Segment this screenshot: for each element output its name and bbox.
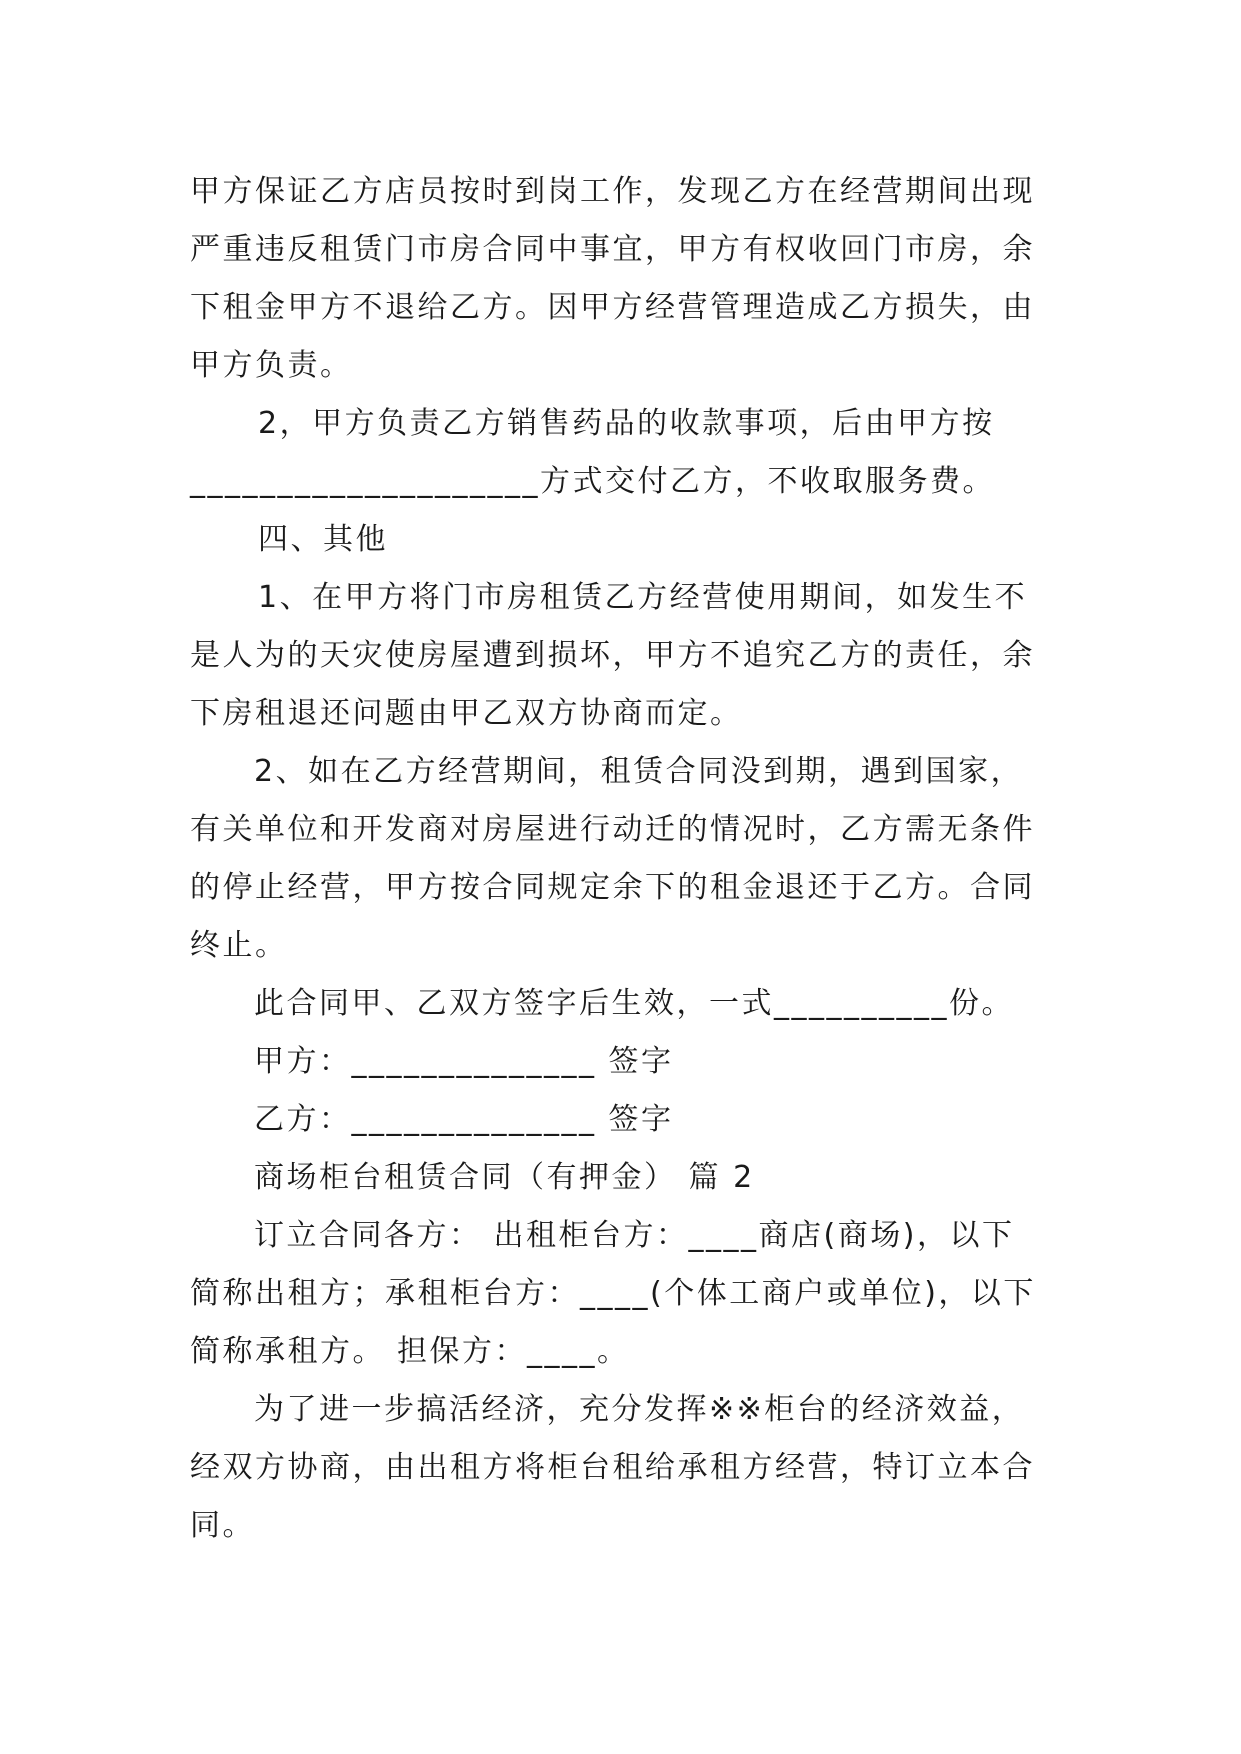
paragraph-line: 简称出租方；承租柜台方：____(个体工商户或单位)，以下 — [190, 1276, 1036, 1311]
paragraph-line: 经双方协商，由出租方将柜台租给承租方经营，特订立本合 — [190, 1450, 1035, 1485]
paragraph-line: 订立合同各方： 出租柜台方：____商店(商场)，以下 — [254, 1218, 1015, 1253]
paragraph-line: 为了进一步搞活经济，充分发挥※※柜台的经济效益， — [254, 1392, 1025, 1427]
paragraph-line: 有关单位和开发商对房屋进行动迁的情况时，乙方需无条件 — [190, 812, 1035, 847]
paragraph-line: 2、如在乙方经营期间，租赁合同没到期，遇到国家， — [254, 754, 1024, 789]
paragraph-line: 的停止经营，甲方按合同规定余下的租金退还于乙方。合同 — [190, 870, 1035, 905]
section-heading: 四、其他 — [258, 522, 388, 557]
paragraph-line: 是人为的天灾使房屋遭到损坏，甲方不追究乙方的责任，余 — [190, 638, 1035, 673]
contract-title: 商场柜台租赁合同（有押金） 篇 2 — [254, 1160, 755, 1195]
signature-line-party-a: 甲方：______________ 签字 — [254, 1044, 674, 1079]
paragraph-line: ____________________方式交付乙方，不收取服务费。 — [190, 464, 995, 499]
paragraph-line: 下租金甲方不退给乙方。因甲方经营管理造成乙方损失，由 — [190, 290, 1035, 325]
paragraph-line: 简称承租方。 担保方：____。 — [190, 1334, 630, 1369]
paragraph-line: 1、在甲方将门市房租赁乙方经营使用期间，如发生不 — [258, 580, 1028, 615]
paragraph-line: 下房租退还问题由甲乙双方协商而定。 — [190, 696, 743, 731]
paragraph-line: 终止。 — [190, 928, 288, 963]
document-body — [190, 163, 1070, 1555]
paragraph-line: 同。 — [190, 1508, 255, 1543]
signature-line-party-b: 乙方：______________ 签字 — [254, 1102, 674, 1137]
paragraph-line: 2，甲方负责乙方销售药品的收款事项，后由甲方按 — [258, 406, 995, 441]
paragraph-line: 严重违反租赁门市房合同中事宜，甲方有权收回门市房，余 — [190, 232, 1035, 267]
paragraph-line: 甲方保证乙方店员按时到岗工作，发现乙方在经营期间出现 — [190, 174, 1035, 209]
paragraph-line: 甲方负责。 — [190, 348, 353, 383]
paragraph-line: 此合同甲、乙双方签字后生效，一式__________份。 — [254, 986, 1014, 1021]
